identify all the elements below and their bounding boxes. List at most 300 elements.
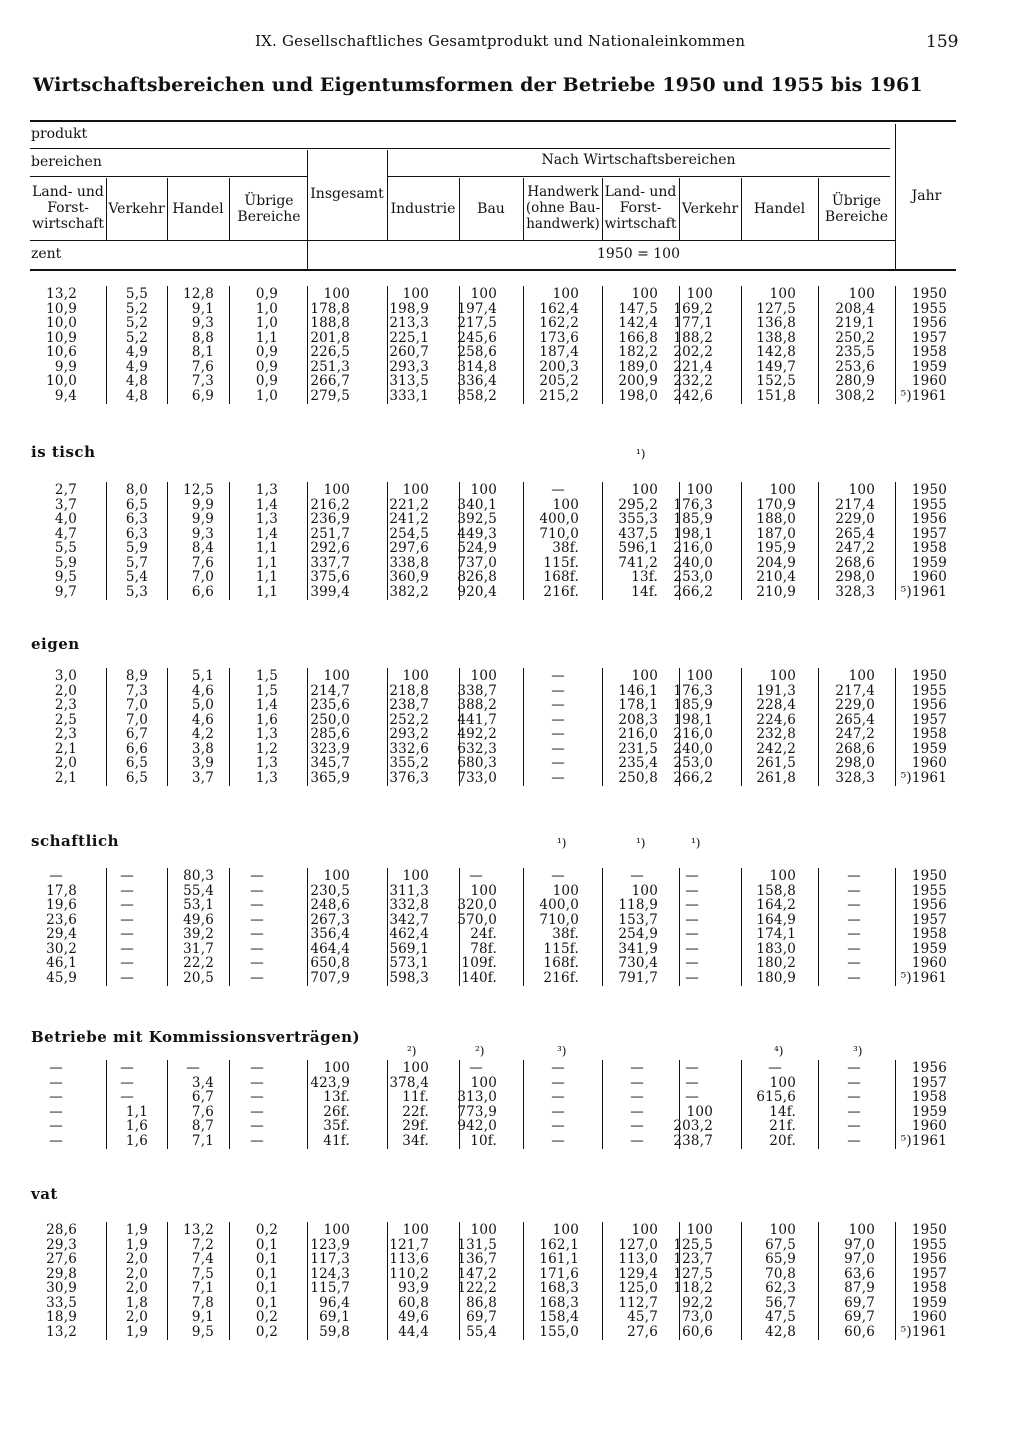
cell-bau-index: 100: [470, 482, 497, 498]
cell-uebrige-index: —: [847, 1118, 861, 1135]
cell-handwerk-index: —: [551, 769, 565, 786]
cell-uebrige-share: 1,3: [255, 769, 278, 786]
cell-handel-index: 20f.: [769, 1132, 796, 1149]
cell-handwerk-index: 400,0: [539, 511, 579, 528]
cell-insgesamt-index: 250,0: [310, 711, 350, 728]
cell-handel-share: 9,1: [191, 1309, 214, 1326]
cell-uebrige-index: 298,0: [835, 755, 875, 772]
table-row: [0, 1281, 1024, 1296]
cell-land-forst-share: 2,3: [54, 726, 77, 743]
cell-uebrige-share: 0,2: [255, 1222, 278, 1238]
cell-bau-index: 942,0: [457, 1118, 497, 1135]
cell-jahr: 1956: [911, 315, 947, 332]
cell-uebrige-share: 0,9: [255, 373, 278, 390]
cell-handel-index: 242,2: [756, 740, 796, 757]
table-row: [0, 1105, 1024, 1120]
cell-handel-share: 3,7: [191, 769, 214, 786]
cell-handwerk-index: 200,3: [539, 358, 579, 375]
cell-land-forst-index: 250,8: [618, 769, 658, 786]
table-row: [0, 345, 1024, 360]
cell-insgesamt-index: 117,3: [310, 1251, 350, 1268]
cell-insgesamt-index: 235,6: [310, 697, 350, 714]
cell-bau-index: 140f.: [461, 969, 497, 986]
cell-land-forst-index: 147,5: [618, 300, 658, 317]
cell-handwerk-index: 216f.: [543, 583, 579, 600]
cell-uebrige-share: 1,1: [255, 329, 278, 346]
footnote-mark: ¹): [636, 447, 646, 461]
rule-bereichen: [30, 176, 307, 177]
cell-land-forst-share: 28,6: [46, 1222, 77, 1238]
cell-uebrige-share: 0,9: [255, 286, 278, 302]
cell-handwerk-index: 100: [552, 496, 579, 513]
cell-land-forst-index: 112,7: [618, 1294, 658, 1311]
cell-verkehr-index: —: [685, 926, 699, 943]
cell-land-forst-share: 2,0: [54, 682, 77, 699]
cell-bau-index: 55,4: [466, 1323, 497, 1340]
cell-handel-share: 7,5: [191, 1265, 214, 1282]
cell-handel-index: 164,2: [756, 897, 796, 914]
cell-handel-index: 21f.: [769, 1118, 796, 1135]
cell-land-forst-index: 198,0: [618, 387, 658, 404]
cell-handwerk-index: —: [551, 868, 565, 884]
cell-handel-share: 7,6: [191, 554, 214, 571]
cell-industrie-index: 238,7: [389, 697, 429, 714]
cell-verkehr-index: 198,1: [673, 525, 713, 542]
cell-land-forst-share: 2,7: [54, 482, 77, 498]
cell-verkehr-index: —: [685, 897, 699, 914]
cell-insgesamt-index: 279,5: [310, 387, 350, 404]
cell-uebrige-index: —: [847, 868, 861, 884]
table-row: [0, 771, 1024, 786]
cell-bau-index: —: [469, 868, 483, 884]
cell-industrie-index: 11f.: [402, 1089, 429, 1106]
table-row: [0, 1134, 1024, 1149]
cell-verkehr-share: 6,3: [125, 511, 148, 528]
cell-insgesamt-index: 35f.: [323, 1118, 350, 1135]
cell-uebrige-index: —: [847, 955, 861, 972]
cell-bau-index: 122,2: [457, 1280, 497, 1297]
cell-land-forst-share: —: [49, 1074, 63, 1091]
cell-uebrige-share: 0,1: [255, 1251, 278, 1268]
cell-insgesamt-index: 248,6: [310, 897, 350, 914]
cell-insgesamt-index: 375,6: [310, 569, 350, 586]
cell-verkehr-share: 6,6: [125, 740, 148, 757]
cell-land-forst-index: 730,4: [618, 955, 658, 972]
cell-handel-index: 47,5: [765, 1309, 796, 1326]
cell-uebrige-share: 1,2: [255, 740, 278, 757]
table-row: [0, 698, 1024, 713]
cell-verkehr-share: 6,5: [125, 496, 148, 513]
cell-land-forst-index: 200,9: [618, 373, 658, 390]
footnote-mark: ²): [407, 1044, 417, 1058]
cell-uebrige-share: —: [250, 1089, 264, 1106]
cell-insgesamt-index: 365,9: [310, 769, 350, 786]
cell-handwerk-index: —: [551, 482, 565, 498]
cell-uebrige-index: 247,2: [835, 726, 875, 743]
cell-verkehr-share: 4,9: [125, 344, 148, 361]
cell-handwerk-index: 161,1: [539, 1251, 579, 1268]
cell-uebrige-share: 0,1: [255, 1294, 278, 1311]
cell-land-forst-share: 10,9: [46, 300, 77, 317]
cell-bau-index: 147,2: [457, 1265, 497, 1282]
cell-land-forst-index: 14f.: [631, 583, 658, 600]
cell-handwerk-index: 187,4: [539, 344, 579, 361]
cell-uebrige-index: —: [847, 926, 861, 943]
cell-land-forst-share: 13,2: [46, 286, 77, 302]
cell-verkehr-index: 100: [686, 1103, 713, 1120]
cell-land-forst-index: 166,8: [618, 329, 658, 346]
cell-verkehr-index: —: [685, 1089, 699, 1106]
cell-verkehr-index: 216,0: [673, 726, 713, 743]
cell-verkehr-share: 1,6: [125, 1118, 148, 1135]
cell-uebrige-index: 208,4: [835, 300, 875, 317]
cell-land-forst-index: 129,4: [618, 1265, 658, 1282]
rule-nach: [387, 176, 890, 177]
cell-handel-index: 100: [769, 668, 796, 684]
cell-uebrige-index: 229,0: [835, 511, 875, 528]
cell-verkehr-index: 127,5: [673, 1265, 713, 1282]
cell-handel-index: 195,9: [756, 540, 796, 557]
cell-handel-index: 151,8: [756, 387, 796, 404]
cell-industrie-index: 100: [402, 668, 429, 684]
cell-verkehr-index: 240,0: [673, 554, 713, 571]
cell-land-forst-index: 437,5: [618, 525, 658, 542]
cell-bau-index: 197,4: [457, 300, 497, 317]
cell-uebrige-index: 250,2: [835, 329, 875, 346]
cell-handel-index: 615,6: [756, 1089, 796, 1106]
cell-land-forst-index: 231,5: [618, 740, 658, 757]
cell-industrie-index: 225,1: [389, 329, 429, 346]
cell-verkehr-share: —: [120, 1060, 134, 1076]
cell-verkehr-share: 5,2: [125, 329, 148, 346]
cell-bau-index: 773,9: [457, 1103, 497, 1120]
cell-insgesamt-index: 650,8: [310, 955, 350, 972]
header-bau: Bau: [477, 201, 505, 217]
cell-industrie-index: 100: [402, 1060, 429, 1076]
cell-handwerk-index: 162,2: [539, 315, 579, 332]
vline-l3: [229, 178, 230, 240]
cell-land-forst-index: 295,2: [618, 496, 658, 513]
cell-verkehr-share: —: [120, 868, 134, 884]
cell-handel-index: 158,8: [756, 882, 796, 899]
cell-verkehr-index: 242,6: [673, 387, 713, 404]
cell-uebrige-share: 1,3: [255, 482, 278, 498]
cell-bau-index: 733,0: [457, 769, 497, 786]
cell-handel-index: 100: [769, 1222, 796, 1238]
rule-right-cols: [307, 240, 895, 241]
header-right-verkehr: Verkehr: [681, 201, 739, 217]
cell-industrie-index: 100: [402, 1222, 429, 1238]
cell-insgesamt-index: 201,8: [310, 329, 350, 346]
table-row: [0, 927, 1024, 942]
cell-verkehr-share: 5,2: [125, 300, 148, 317]
cell-jahr: 1959: [911, 940, 947, 957]
cell-handwerk-index: 171,6: [539, 1265, 579, 1282]
cell-handel-index: 42,8: [765, 1323, 796, 1340]
cell-jahr: 1958: [911, 344, 947, 361]
cell-handel-share: 7,1: [191, 1280, 214, 1297]
header-bereichen: bereichen: [31, 154, 102, 170]
cell-verkehr-index: 123,7: [673, 1251, 713, 1268]
cell-verkehr-share: —: [120, 882, 134, 899]
header-basis: 1950 = 100: [597, 246, 680, 262]
cell-handel-share: 5,1: [191, 668, 214, 684]
cell-land-forst-share: 45,9: [46, 969, 77, 986]
cell-handel-share: 7,0: [191, 569, 214, 586]
cell-jahr: 1957: [911, 329, 947, 346]
cell-uebrige-index: 235,5: [835, 344, 875, 361]
header-jahr: Jahr: [911, 188, 942, 204]
cell-industrie-index: 34f.: [402, 1132, 429, 1149]
cell-handwerk-index: 162,1: [539, 1236, 579, 1253]
cell-bau-index: 920,4: [457, 583, 497, 600]
cell-insgesamt-index: 345,7: [310, 755, 350, 772]
cell-jahr: 1955: [911, 496, 947, 513]
cell-handel-index: 174,1: [756, 926, 796, 943]
cell-uebrige-share: —: [250, 940, 264, 957]
cell-land-forst-share: 10,0: [46, 373, 77, 390]
table-row: [0, 512, 1024, 527]
cell-land-forst-share: 9,4: [54, 387, 77, 404]
cell-verkehr-share: 5,7: [125, 554, 148, 571]
header-produkt: produkt: [31, 126, 88, 142]
cell-handel-share: 55,4: [183, 882, 214, 899]
cell-jahr: 1956: [911, 897, 947, 914]
cell-bau-index: 258,6: [457, 344, 497, 361]
cell-industrie-index: 462,4: [389, 926, 429, 943]
cell-insgesamt-index: 251,7: [310, 525, 350, 542]
cell-verkehr-share: 1,1: [125, 1103, 148, 1120]
cell-handwerk-index: 100: [552, 286, 579, 302]
cell-uebrige-share: 1,0: [255, 315, 278, 332]
cell-handwerk-index: 400,0: [539, 897, 579, 914]
cell-land-forst-share: 2,0: [54, 755, 77, 772]
table-row: [0, 389, 1024, 404]
cell-land-forst-index: —: [630, 1103, 644, 1120]
cell-land-forst-index: 13f.: [631, 569, 658, 586]
cell-land-forst-share: —: [49, 1089, 63, 1106]
cell-land-forst-index: 178,1: [618, 697, 658, 714]
cell-industrie-index: 110,2: [389, 1265, 429, 1282]
cell-verkehr-share: —: [120, 897, 134, 914]
cell-uebrige-index: 100: [848, 482, 875, 498]
cell-verkehr-index: 60,6: [682, 1323, 713, 1340]
cell-industrie-index: 297,6: [389, 540, 429, 557]
cell-verkehr-share: 2,0: [125, 1309, 148, 1326]
cell-verkehr-index: —: [685, 882, 699, 899]
cell-industrie-index: 342,7: [389, 911, 429, 928]
footnote-mark: ³): [557, 1044, 567, 1058]
cell-verkehr-index: 266,2: [673, 769, 713, 786]
cell-insgesamt-index: 41f.: [323, 1132, 350, 1149]
cell-verkehr-index: 185,9: [673, 511, 713, 528]
cell-verkehr-share: —: [120, 940, 134, 957]
cell-uebrige-index: 328,3: [835, 583, 875, 600]
cell-uebrige-share: 1,0: [255, 387, 278, 404]
cell-verkehr-share: 5,2: [125, 315, 148, 332]
cell-uebrige-index: —: [847, 897, 861, 914]
cell-insgesamt-index: 399,4: [310, 583, 350, 600]
cell-jahr: 1960: [911, 373, 947, 390]
cell-handwerk-index: 158,4: [539, 1309, 579, 1326]
cell-bau-index: 78f.: [470, 940, 497, 957]
cell-land-forst-share: 33,5: [46, 1294, 77, 1311]
cell-jahr: 1955: [911, 682, 947, 699]
cell-handel-index: 228,4: [756, 697, 796, 714]
cell-insgesamt-index: 356,4: [310, 926, 350, 943]
cell-handel-share: 80,3: [183, 868, 214, 884]
cell-land-forst-index: —: [630, 1118, 644, 1135]
cell-land-forst-share: 9,9: [54, 358, 77, 375]
cell-handwerk-index: 155,0: [539, 1323, 579, 1340]
cell-land-forst-index: 127,0: [618, 1236, 658, 1253]
cell-handel-index: 100: [769, 1074, 796, 1091]
cell-uebrige-share: 1,5: [255, 682, 278, 699]
cell-handwerk-index: 710,0: [539, 911, 579, 928]
cell-industrie-index: 241,2: [389, 511, 429, 528]
cell-jahr: 1958: [911, 1089, 947, 1106]
cell-land-forst-index: 791,7: [618, 969, 658, 986]
cell-bau-index: 826,8: [457, 569, 497, 586]
cell-jahr: 1956: [911, 1060, 947, 1076]
cell-verkehr-index: 125,5: [673, 1236, 713, 1253]
cell-jahr: 1956: [911, 1251, 947, 1268]
cell-handwerk-index: —: [551, 697, 565, 714]
table-row: [0, 727, 1024, 742]
table-row: [0, 1223, 1024, 1238]
cell-handel-share: 22,2: [183, 955, 214, 972]
cell-handel-share: 9,5: [191, 1323, 214, 1340]
cell-handel-share: 31,7: [183, 940, 214, 957]
cell-verkehr-share: 6,7: [125, 726, 148, 743]
cell-verkehr-index: 232,2: [673, 373, 713, 390]
cell-industrie-index: 100: [402, 482, 429, 498]
cell-handwerk-index: —: [551, 1103, 565, 1120]
cell-handwerk-index: 115f.: [543, 940, 579, 957]
cell-jahr: 1957: [911, 1074, 947, 1091]
cell-insgesamt-index: 266,7: [310, 373, 350, 390]
table-row: [0, 913, 1024, 928]
cell-handel-index: 188,0: [756, 511, 796, 528]
cell-verkehr-share: 8,0: [125, 482, 148, 498]
cell-land-forst-share: 46,1: [46, 955, 77, 972]
cell-insgesamt-index: 26f.: [323, 1103, 350, 1120]
cell-industrie-index: 598,3: [389, 969, 429, 986]
cell-verkehr-share: —: [120, 969, 134, 986]
page-number: 159: [926, 32, 959, 52]
cell-handel-share: 53,1: [183, 897, 214, 914]
cell-handel-share: 9,9: [191, 496, 214, 513]
cell-land-forst-share: 4,7: [54, 525, 77, 542]
cell-jahr: 1959: [911, 554, 947, 571]
cell-handel-index: 152,5: [756, 373, 796, 390]
cell-uebrige-share: 1,4: [255, 525, 278, 542]
table-row: [0, 669, 1024, 684]
cell-uebrige-index: 97,0: [844, 1236, 875, 1253]
header-handwerk: Handwerk (ohne Bau-handwerk): [525, 184, 601, 232]
cell-handwerk-index: —: [551, 726, 565, 743]
cell-verkehr-index: 266,2: [673, 583, 713, 600]
cell-land-forst-index: 355,3: [618, 511, 658, 528]
cell-uebrige-share: —: [250, 926, 264, 943]
cell-jahr: 1958: [911, 1280, 947, 1297]
cell-handel-share: 7,4: [191, 1251, 214, 1268]
cell-jahr: 1950: [911, 668, 947, 684]
cell-bau-index: 449,3: [457, 525, 497, 542]
cell-handel-index: 187,0: [756, 525, 796, 542]
cell-handel-share: 3,4: [191, 1074, 214, 1091]
cell-handel-share: 8,8: [191, 329, 214, 346]
cell-uebrige-index: 280,9: [835, 373, 875, 390]
cell-uebrige-index: 69,7: [844, 1309, 875, 1326]
cell-land-forst-index: 235,4: [618, 755, 658, 772]
cell-handel-index: 100: [769, 868, 796, 884]
cell-land-forst-share: 29,3: [46, 1236, 77, 1253]
cell-jahr: 1950: [911, 286, 947, 302]
section-title: Betriebe mit Kommissionsverträgen): [31, 1028, 361, 1046]
cell-land-forst-share: 19,6: [46, 897, 77, 914]
cell-uebrige-index: 60,6: [844, 1323, 875, 1340]
cell-insgesamt-index: 100: [323, 482, 350, 498]
cell-land-forst-index: 254,9: [618, 926, 658, 943]
cell-handel-index: 100: [769, 482, 796, 498]
cell-land-forst-index: 216,0: [618, 726, 658, 743]
section-title: eigen: [31, 635, 80, 653]
cell-industrie-index: 198,9: [389, 300, 429, 317]
table-row: [0, 1325, 1024, 1340]
cell-verkehr-index: 169,2: [673, 300, 713, 317]
cell-bau-index: 100: [470, 286, 497, 302]
cell-handel-index: 183,0: [756, 940, 796, 957]
cell-handwerk-index: —: [551, 755, 565, 772]
cell-verkehr-share: 1,8: [125, 1294, 148, 1311]
cell-verkehr-index: 238,7: [673, 1132, 713, 1149]
cell-handwerk-index: 115f.: [543, 554, 579, 571]
cell-insgesamt-index: 214,7: [310, 682, 350, 699]
table-row: [0, 971, 1024, 986]
cell-industrie-index: 221,2: [389, 496, 429, 513]
cell-handel-index: 180,9: [756, 969, 796, 986]
cell-verkehr-share: 4,8: [125, 373, 148, 390]
cell-industrie-index: 22f.: [402, 1103, 429, 1120]
cell-jahr: ⁵)1961: [900, 769, 947, 786]
cell-land-forst-share: 29,8: [46, 1265, 77, 1282]
cell-land-forst-share: —: [49, 868, 63, 884]
cell-bau-index: 680,3: [457, 755, 497, 772]
cell-uebrige-share: 0,1: [255, 1236, 278, 1253]
cell-insgesamt-index: 69,1: [319, 1309, 350, 1326]
cell-land-forst-index: 113,0: [618, 1251, 658, 1268]
table-row: [0, 1061, 1024, 1076]
cell-uebrige-share: 1,1: [255, 569, 278, 586]
cell-handel-index: —: [768, 1060, 782, 1076]
cell-handel-index: 67,5: [765, 1236, 796, 1253]
cell-handwerk-index: —: [551, 740, 565, 757]
cell-insgesamt-index: 188,8: [310, 315, 350, 332]
cell-uebrige-share: —: [250, 1074, 264, 1091]
cell-land-forst-share: —: [49, 1118, 63, 1135]
cell-handel-share: 4,6: [191, 711, 214, 728]
cell-handwerk-index: —: [551, 668, 565, 684]
cell-land-forst-index: 100: [631, 882, 658, 899]
cell-verkehr-index: 100: [686, 668, 713, 684]
cell-verkehr-share: 7,3: [125, 682, 148, 699]
cell-uebrige-share: 1,1: [255, 554, 278, 571]
cell-handwerk-index: 173,6: [539, 329, 579, 346]
cell-jahr: 1955: [911, 1236, 947, 1253]
cell-bau-index: 392,5: [457, 511, 497, 528]
cell-bau-index: 388,2: [457, 697, 497, 714]
